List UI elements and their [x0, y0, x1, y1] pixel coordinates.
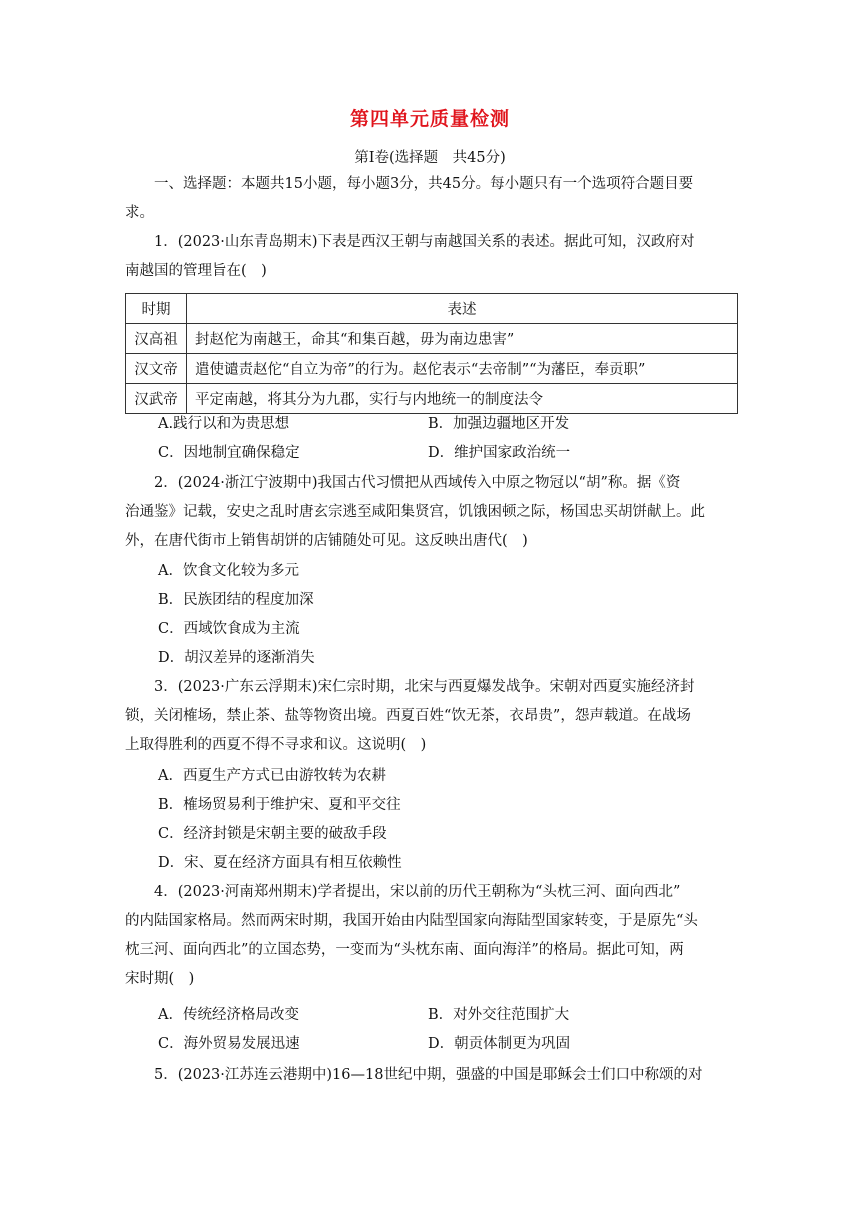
q4-line-2: 的内陆国家格局。然而两宋时期，我国开始由内陆型国家向海陆型国家转变，于是原先“头: [125, 913, 698, 929]
q4-option-b: B．对外交往范围扩大: [428, 1007, 570, 1023]
q4-option-c: C．海外贸易发展迅速: [158, 1036, 300, 1052]
q1-table: [125, 293, 738, 414]
question-1-stem: [125, 228, 737, 286]
table-row: [126, 354, 738, 384]
table-cell: 封赵佗为南越王，命其“和集百越，毋为南边患害”: [187, 324, 738, 354]
q2-option-c: C．西域饮食成为主流: [158, 621, 300, 637]
question-2-stem: [125, 469, 737, 556]
q3-option-c: C．经济封锁是宋朝主要的破敌手段: [158, 826, 387, 842]
q3-line-2: 锁，关闭榷场，禁止茶、盐等物资出境。西夏百姓“饮无茶，衣昂贵”，怨声载道。在战场: [125, 708, 691, 724]
section-subtitle: 第Ⅰ卷(选择题 共45分): [354, 150, 506, 166]
table-header-row: [126, 294, 738, 324]
q2-line-3: 外，在唐代街市上销售胡饼的店铺随处可见。这反映出唐代( ): [125, 533, 528, 549]
q1-option-a: A.践行以和为贵思想: [158, 416, 290, 432]
table-cell: 汉武帝: [126, 384, 187, 414]
q5-line-1: 5．(2023·江苏连云港期中)16—18世纪中期，强盛的中国是耶稣会士们口中称颂的对: [154, 1067, 703, 1083]
table-cell: 汉文帝: [126, 354, 187, 384]
q2-line-2: 治通鉴》记载，安史之乱时唐玄宗逃至咸阳集贤宫，饥饿困顿之际，杨国忠买胡饼献上。此: [125, 504, 705, 520]
question-5-stem: [125, 1061, 737, 1090]
table-row: [126, 384, 738, 414]
q2-option-b: B．民族团结的程度加深: [158, 592, 314, 608]
table-cell: 汉高祖: [126, 324, 187, 354]
q1-option-c: C．因地制宜确保稳定: [158, 445, 300, 461]
q4-line-1: 4．(2023·河南郑州期末)学者提出，宋以前的历代王朝称为“头枕三河、面向西北”: [154, 884, 681, 900]
page-title: 第四单元质量检测: [349, 108, 510, 130]
q4-option-d: D．朝贡体制更为巩固: [428, 1036, 571, 1052]
q1-option-b: B．加强边疆地区开发: [428, 416, 570, 432]
instructions-line-1: 一、选择题：本题共15小题，每小题3分，共45分。每小题只有一个选项符合题目要: [154, 176, 694, 192]
table-header-cell: 时期: [126, 294, 187, 324]
q3-option-a: A．西夏生产方式已由游牧转为农耕: [158, 768, 386, 784]
q3-line-3: 上取得胜利的西夏不得不寻求和议。这说明( ): [125, 737, 427, 753]
q4-line-4: 宋时期( ): [125, 971, 195, 987]
table-cell: 遣使谴责赵佗“自立为帝”的行为。赵佗表示“去帝制”“为藩臣，奉贡职”: [187, 354, 738, 384]
q1-line-2: 南越国的管理旨在( ): [125, 263, 267, 279]
q3-option-b: B．榷场贸易利于维护宋、夏和平交往: [158, 797, 401, 813]
table-cell: 平定南越，将其分为九郡，实行与内地统一的制度法令: [187, 384, 738, 414]
question-4-stem: [125, 878, 737, 994]
q1-option-d: D．维护国家政治统一: [428, 445, 571, 461]
q4-line-3: 枕三河、面向西北”的立国态势，一变而为“头枕东南、面向海洋”的格局。据此可知，两: [125, 942, 684, 958]
question-3-stem: [125, 673, 737, 760]
q4-option-a: A．传统经济格局改变: [158, 1007, 299, 1023]
q2-option-d: D．胡汉差异的逐渐消失: [158, 650, 315, 666]
q1-line-1: 1．(2023·山东青岛期末)下表是西汉王朝与南越国关系的表述。据此可知，汉政府对: [154, 234, 695, 250]
table-row: [126, 324, 738, 354]
table-header-cell: 表述: [187, 294, 738, 324]
instructions-line-2: 求。: [125, 205, 154, 221]
q3-line-1: 3．(2023·广东云浮期末)宋仁宗时期，北宋与西夏爆发战争。宋朝对西夏实施经济封: [154, 679, 695, 695]
q2-line-1: 2．(2024·浙江宁波期中)我国古代习惯把从西域传入中原之物冠以“胡”称。据《资: [154, 475, 681, 491]
q2-option-a: A．饮食文化较为多元: [158, 563, 299, 579]
q3-option-d: D．宋、夏在经济方面具有相互依赖性: [158, 855, 402, 871]
section-instructions: [125, 170, 737, 228]
